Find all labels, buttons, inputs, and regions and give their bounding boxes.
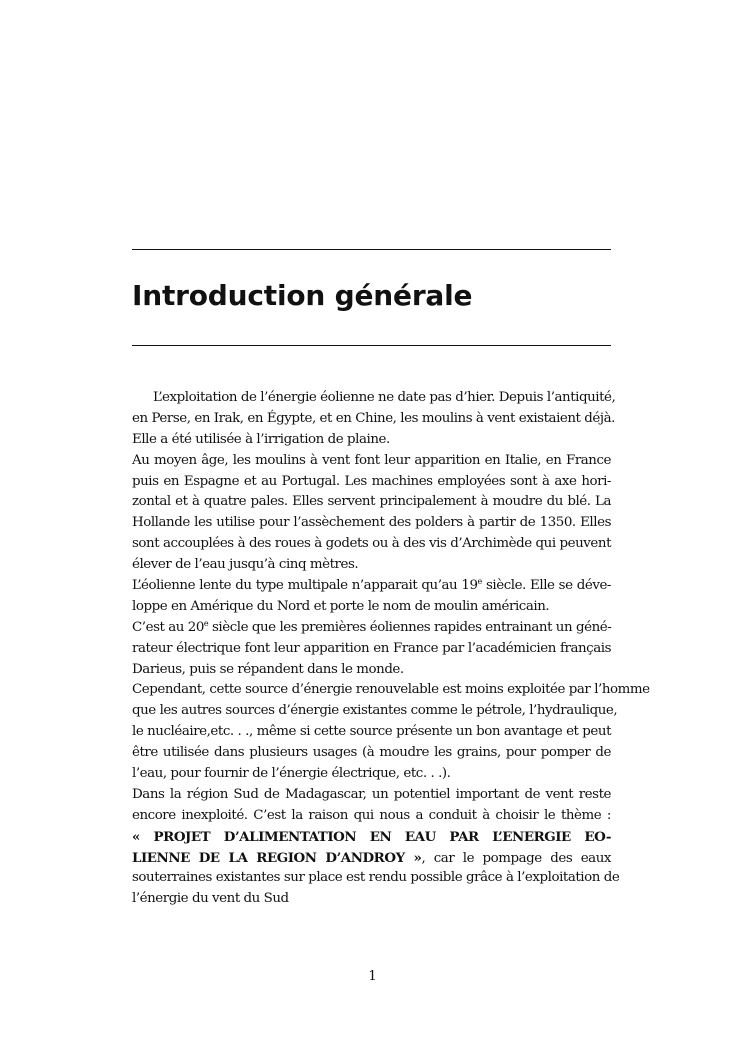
body-line: Cependant, cette source d’énergie renouvelable est moins exploitée par l’homme xyxy=(132,682,650,698)
body-line: zontal et à quatre pales. Elles servent principalement à moudre du blé. La xyxy=(132,494,611,510)
body-line: que les autres sources d’énergie existantes comme le pétrole, l’hydraulique, xyxy=(132,703,618,719)
body-line: Darieus, puis se répandent dans le monde. xyxy=(132,661,404,677)
project-title-bold: « PROJET D’ALIMENTATION EN EAU PAR L’ENERGIE EO- xyxy=(132,828,611,845)
body-line: C’est au 20e siècle que les premières éoliennes rapides entrainant un géné- xyxy=(132,618,612,635)
body-line: être utilisée dans plusieurs usages (à moudre les grains, pour pomper de xyxy=(132,745,611,761)
body-line: souterraines existantes sur place est rendu possible grâce à l’exploitation de xyxy=(132,870,620,886)
body-line: le nucléaire,etc. . ., même si cette source présente un bon avantage et peut xyxy=(132,724,611,740)
body-line: Hollande les utilise pour l’assèchement des polders à partir de 1350. Elles xyxy=(132,515,611,531)
body-line: Elle a été utilisée à l’irrigation de plaine. xyxy=(132,431,390,447)
body-line: sont accouplées à des roues à godets ou à des vis d’Archimède qui peuvent xyxy=(132,536,611,552)
body-line: Dans la région Sud de Madagascar, un potentiel important de vent reste xyxy=(132,786,611,802)
body-line xyxy=(132,827,611,848)
body-line: rateur électrique font leur apparition en France par l’académicien français xyxy=(132,640,611,656)
body-line: loppe en Amérique du Nord et porte le nom de moulin américain. xyxy=(132,598,550,614)
superscript: e xyxy=(203,618,209,628)
body-line: puis en Espagne et au Portugal. Les machines employées sont à axe hori- xyxy=(132,473,611,489)
chapter-title: Introduction générale xyxy=(132,279,473,312)
body-line: L’exploitation de l’énergie éolienne ne date pas d’hier. Depuis l’antiquité, xyxy=(153,390,616,405)
body-line: encore inexploité. C’est la raison qui nous a conduit à choisir le thème : xyxy=(132,807,611,823)
body-line: Au moyen âge, les moulins à vent font leur apparition en Italie, en France xyxy=(132,452,611,468)
body-line: l’énergie du vent du Sud xyxy=(132,891,289,907)
body-line: LIENNE DE LA REGION D’ANDROY », car le pompage des eaux xyxy=(132,849,611,866)
body-line: l’eau, pour fournir de l’énergie électrique, etc. . .). xyxy=(132,766,451,782)
superscript: e xyxy=(477,577,482,587)
page-number: 1 xyxy=(368,969,377,984)
project-title-bold: LIENNE DE LA REGION D’ANDROY » xyxy=(132,849,422,866)
body-text xyxy=(132,388,650,910)
body-line: en Perse, en Irak, en Égypte, et en Chine, les moulins à vent existaient déjà. xyxy=(132,410,615,426)
body-line: élever de l’eau jusqu’à cinq mètres. xyxy=(132,557,359,573)
chapter-rule-bottom xyxy=(132,345,611,346)
body-line: L’éolienne lente du type multipale n’apparait qu’au 19e siècle. Elle se déve- xyxy=(132,577,611,594)
chapter-rule-top xyxy=(132,249,611,250)
